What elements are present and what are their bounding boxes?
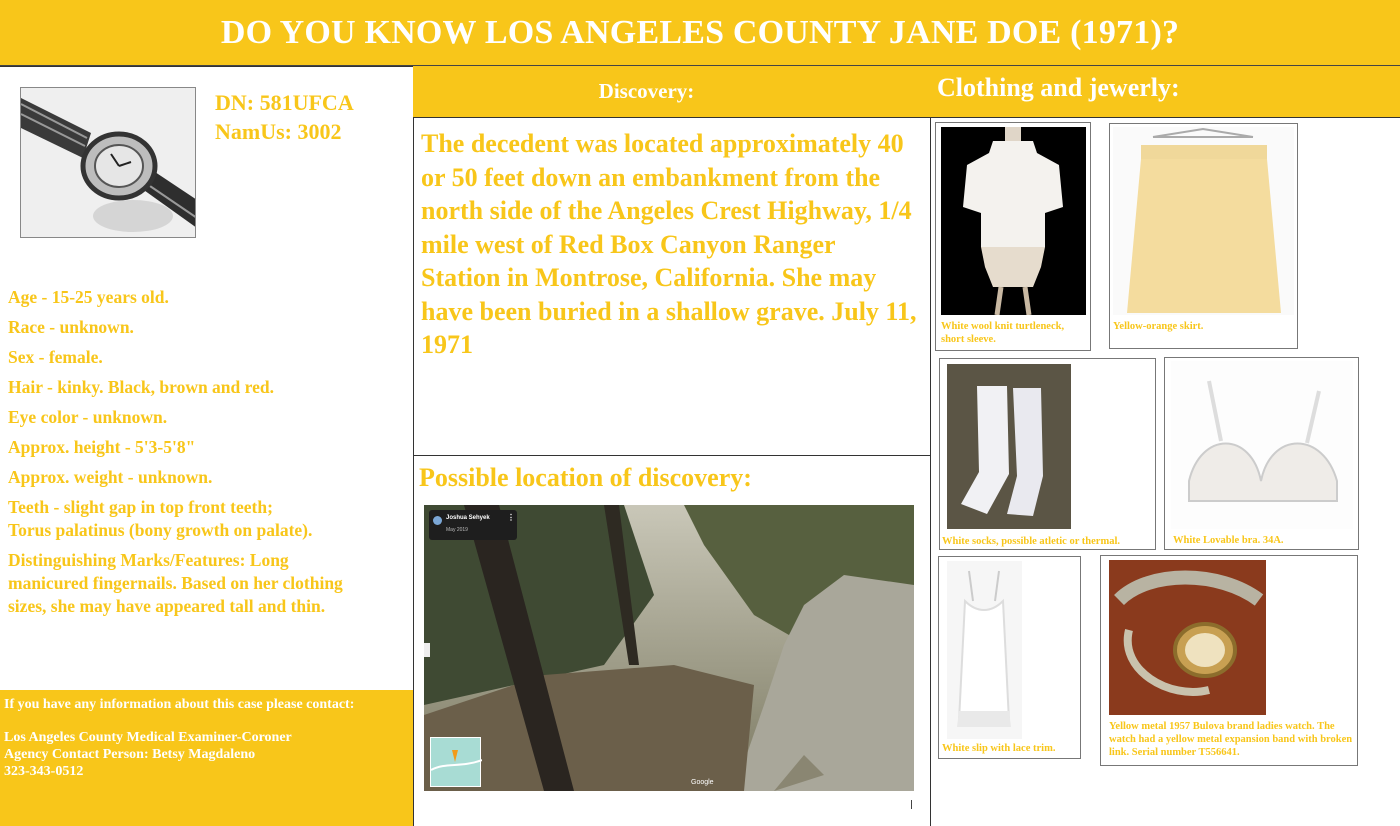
discovery-text: The decedent was located approximately 40 or 50 feet down an embankment from the north side of the Angeles Crest Highway, 1/4 mile west of Red Box Canyon Ranger Station in Montrose, California. She may have been buried in a shallow grave. July 11, 1971 [421, 129, 917, 359]
detail-marks-line-3: sizes, she may have appeared tall and thin. [8, 596, 326, 616]
user-avatar [433, 516, 442, 525]
caption-bra: White Lovable bra. 34A. [1173, 535, 1284, 546]
namus-number: NamUs: 3002 [215, 119, 342, 144]
left-top-border [0, 66, 413, 67]
detail-height: Approx. height - 5'3-5'8" [8, 437, 196, 457]
turtleneck-photo [941, 127, 1086, 315]
minimap[interactable] [430, 737, 481, 787]
clothing-card-watch [1100, 555, 1358, 766]
column-divider-left [413, 66, 414, 826]
skirt-image [1113, 127, 1294, 315]
detail-hair: Hair - kinky. Black, brown and red. [8, 377, 274, 397]
skirt-photo [1113, 127, 1294, 315]
case-identifiers [215, 88, 354, 146]
contact-agency: Los Angeles County Medical Examiner-Coroner [4, 730, 292, 745]
detail-weight: Approx. weight - unknown. [8, 467, 213, 487]
detail-age: Age - 15-25 years old. [8, 287, 169, 307]
detail-race: Race - unknown. [8, 317, 134, 337]
detail-teeth-line-1: Teeth - slight gap in top front teeth; [8, 497, 273, 517]
turtleneck-image [941, 127, 1086, 315]
watch-color-image [1109, 560, 1266, 715]
watch-color-photo [1109, 560, 1266, 715]
detail-teeth [8, 496, 410, 542]
location-heading: Possible location of discovery: [419, 463, 752, 492]
contact-person: Agency Contact Person: Betsy Magdaleno [4, 747, 256, 762]
socks-photo [947, 364, 1071, 529]
slip-image [947, 561, 1022, 739]
caption-socks: White socks, possible atletic or thermal. [942, 536, 1120, 547]
middle-section-divider [413, 455, 930, 456]
side-panel-toggle-icon[interactable] [424, 643, 430, 657]
contact-box [0, 690, 413, 826]
contact-intro: If you have any information about this case please contact: [4, 697, 355, 712]
street-view-user-card[interactable] [429, 510, 517, 540]
tiny-mark [911, 800, 912, 809]
slip-photo [947, 561, 1022, 739]
dn-number: DN: 581UFCA [215, 90, 354, 115]
caption-turtleneck: White wool knit turtleneck, short sleeve. [941, 321, 1065, 345]
detail-marks-line-1: Distinguishing Marks/Features: Long [8, 550, 289, 570]
street-view-image[interactable] [424, 505, 914, 791]
clothing-card-socks [939, 358, 1156, 550]
minimap-pin-icon [431, 738, 482, 788]
caption-watch: Yellow metal 1957 Bulova brand ladies watch. The watch had a yellow metal expansion band with broken link. Serial number T556641. [1109, 721, 1353, 758]
socks-image [947, 364, 1071, 529]
clothing-heading: Clothing and jewerly: [930, 66, 1400, 118]
caption-slip: White slip with lace trim. [942, 743, 1056, 754]
header-banner [0, 0, 1400, 66]
clothing-card-slip [938, 556, 1081, 759]
contact-phone: 323-343-0512 [4, 764, 84, 779]
clothing-card-bra [1164, 357, 1359, 550]
watch-bw-image [21, 88, 196, 238]
street-view-user-name: Joshua Sehyek [446, 515, 490, 521]
discovery-heading: Discovery: [413, 66, 930, 118]
detail-teeth-line-2: Torus palatinus (bony growth on palate). [8, 520, 313, 540]
detail-eye-color: Eye color - unknown. [8, 407, 168, 427]
victim-details [8, 286, 410, 625]
street-view-date: May 2019 [446, 527, 468, 533]
more-options-icon[interactable]: ⋮ [507, 513, 515, 522]
bra-photo [1171, 361, 1353, 529]
trail-scene [424, 505, 914, 791]
detail-sex: Sex - female. [8, 347, 103, 367]
column-divider-right [930, 66, 931, 826]
watch-photo [20, 87, 196, 238]
detail-marks [8, 549, 410, 618]
caption-skirt: Yellow-orange skirt. [1113, 321, 1204, 332]
detail-marks-line-2: manicured fingernails. Based on her clothing [8, 573, 343, 593]
bra-image [1171, 361, 1353, 529]
page-title: DO YOU KNOW LOS ANGELES COUNTY JANE DOE (1971)? [220, 14, 1180, 51]
clothing-card-skirt [1109, 123, 1298, 349]
clothing-card-turtleneck [935, 122, 1091, 351]
google-logo: Google [691, 779, 714, 786]
